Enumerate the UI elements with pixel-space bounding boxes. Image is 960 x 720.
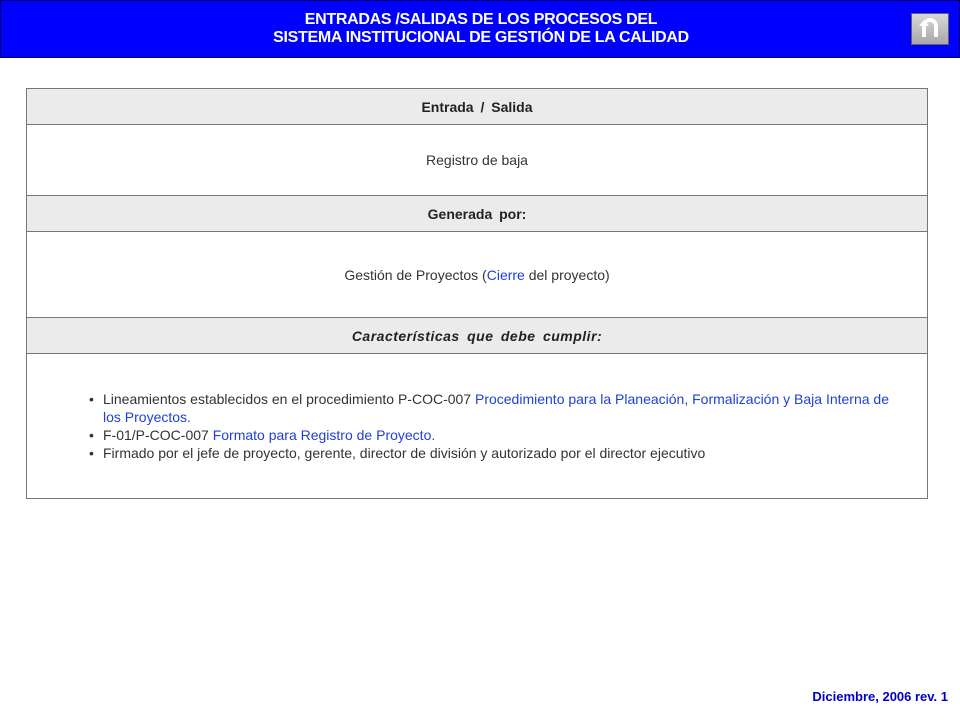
requirement-text: F-01/P-COC-007 [103, 427, 213, 443]
back-button[interactable] [911, 13, 949, 45]
generada-label: Generada por: [427, 205, 527, 222]
caracteristicas-header [27, 318, 927, 354]
entrada-header [27, 89, 927, 125]
requirements-list [27, 390, 903, 462]
page-title [1, 11, 960, 47]
list-item [103, 426, 903, 444]
generada-row [27, 232, 927, 318]
generada-text-2: del proyecto) [524, 266, 610, 283]
generada-value [344, 267, 609, 283]
title-line-1: ENTRADAS /SALIDAS DE LOS PROCESOS DEL [304, 11, 658, 28]
list-item [103, 444, 903, 462]
procedure-link[interactable]: Procedimiento para la Planeación, Formalización y Baja Interna de los Proyectos. [103, 391, 889, 425]
caracteristicas-label: Características que debe cumplir: [351, 327, 603, 344]
entrada-value: Registro de baja [426, 152, 528, 168]
generada-text-1: Gestión de Proyectos ( [344, 266, 487, 283]
form-link[interactable]: Formato para Registro de Proyecto. [212, 427, 436, 443]
list-item [103, 390, 903, 426]
entrada-label: Entrada / Salida [421, 98, 533, 115]
requirement-text: Lineamientos establecidos en el procedimiento P-COC-007 [103, 391, 475, 407]
entrada-row [27, 125, 927, 196]
requirement-text: Firmado por el jefe de proyecto, gerente, director de división y autorizado por el director ejecutivo [103, 445, 706, 461]
cierre-link[interactable]: Cierre [486, 266, 525, 283]
u-turn-back-icon [917, 17, 943, 41]
caracteristicas-row [27, 354, 927, 498]
revision-footer: Diciembre, 2006 rev. 1 [812, 689, 948, 704]
io-table [26, 88, 928, 499]
generada-header [27, 196, 927, 232]
title-line-2: SISTEMA INSTITUCIONAL DE GESTIÓN DE LA CALIDAD [273, 29, 689, 46]
header-bar [0, 0, 960, 58]
